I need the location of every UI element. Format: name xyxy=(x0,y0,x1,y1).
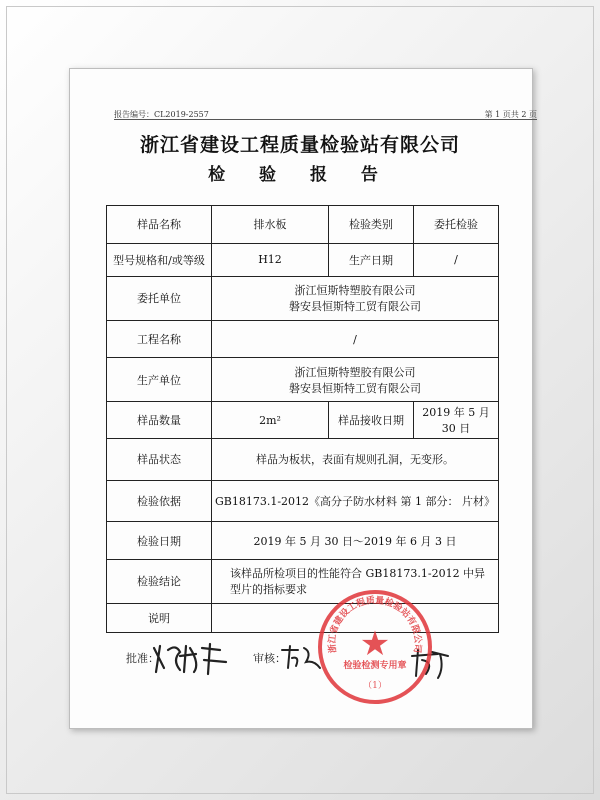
review-label: 审核： xyxy=(253,652,286,665)
basis-value: GB18173.1-2012《高分子防水材料 第 1 部分： 片材》 xyxy=(212,480,499,522)
note-label: 说明 xyxy=(107,603,212,632)
company-title: 浙江省建设工程质量检验站有限公司 xyxy=(139,134,460,156)
producer-line-1: 浙江恒斯特塑胶有限公司 xyxy=(294,365,416,379)
approve-label: 批准： xyxy=(126,652,159,665)
header-rule xyxy=(114,119,537,120)
qty-label: 样品数量 xyxy=(107,402,212,439)
stamp-number: （1） xyxy=(363,681,387,691)
state-value: 样品为板状，表面有规则孔洞，无变形。 xyxy=(212,438,499,480)
project-value: / xyxy=(212,320,499,358)
client-label: 委托单位 xyxy=(107,276,212,320)
stamp-arc-text: 浙江省建设工程质量检验站有限公司 xyxy=(327,595,423,654)
producer-label: 生产单位 xyxy=(107,358,212,402)
page-info: 第 1 页共 2 页 xyxy=(484,110,537,119)
prod-date-label: 生产日期 xyxy=(329,243,414,276)
producer-line-2: 磐安县恒斯特工贸有限公司 xyxy=(289,381,421,395)
sample-name-label: 样品名称 xyxy=(107,206,212,244)
conclusion-value: 该样品所检项目的性能符合 GB18173.1-2012 中异型片的指标要求 xyxy=(212,559,499,603)
report-title: 检 验 报 告 xyxy=(208,165,392,185)
date-label: 检验日期 xyxy=(107,522,212,560)
recv-label: 样品接收日期 xyxy=(329,402,414,439)
producer-value xyxy=(212,358,499,402)
client-line-1: 浙江恒斯特塑胶有限公司 xyxy=(294,284,416,298)
recv-value: 2019 年 5 月 30 日 xyxy=(414,402,499,439)
report-table xyxy=(106,205,499,633)
test-type-value: 委托检验 xyxy=(414,206,499,244)
qty-value: 2m² xyxy=(212,402,329,439)
date-value: 2019 年 5 月 30 日～2019 年 6 月 3 日 xyxy=(212,522,499,560)
state-label: 样品状态 xyxy=(107,438,212,480)
report-number: 报告编号：CL2019-2557 xyxy=(114,110,209,119)
basis-label: 检验依据 xyxy=(107,480,212,522)
conclusion-label: 检验结论 xyxy=(107,559,212,603)
model-value: H12 xyxy=(212,243,329,276)
client-line-2: 磐安县恒斯特工贸有限公司 xyxy=(289,300,421,314)
approver-signature xyxy=(150,638,230,678)
model-label: 型号规格和/或等级 xyxy=(107,243,212,276)
prod-date-value: / xyxy=(414,243,499,276)
sample-name-value: 排水板 xyxy=(212,206,329,244)
client-value xyxy=(212,276,499,320)
project-label: 工程名称 xyxy=(107,320,212,358)
stamp-star-icon: ★ xyxy=(359,624,391,664)
stamp-sub-text: 检验检测专用章 xyxy=(343,661,407,671)
official-stamp xyxy=(318,590,432,704)
test-type-label: 检验类别 xyxy=(329,206,414,244)
